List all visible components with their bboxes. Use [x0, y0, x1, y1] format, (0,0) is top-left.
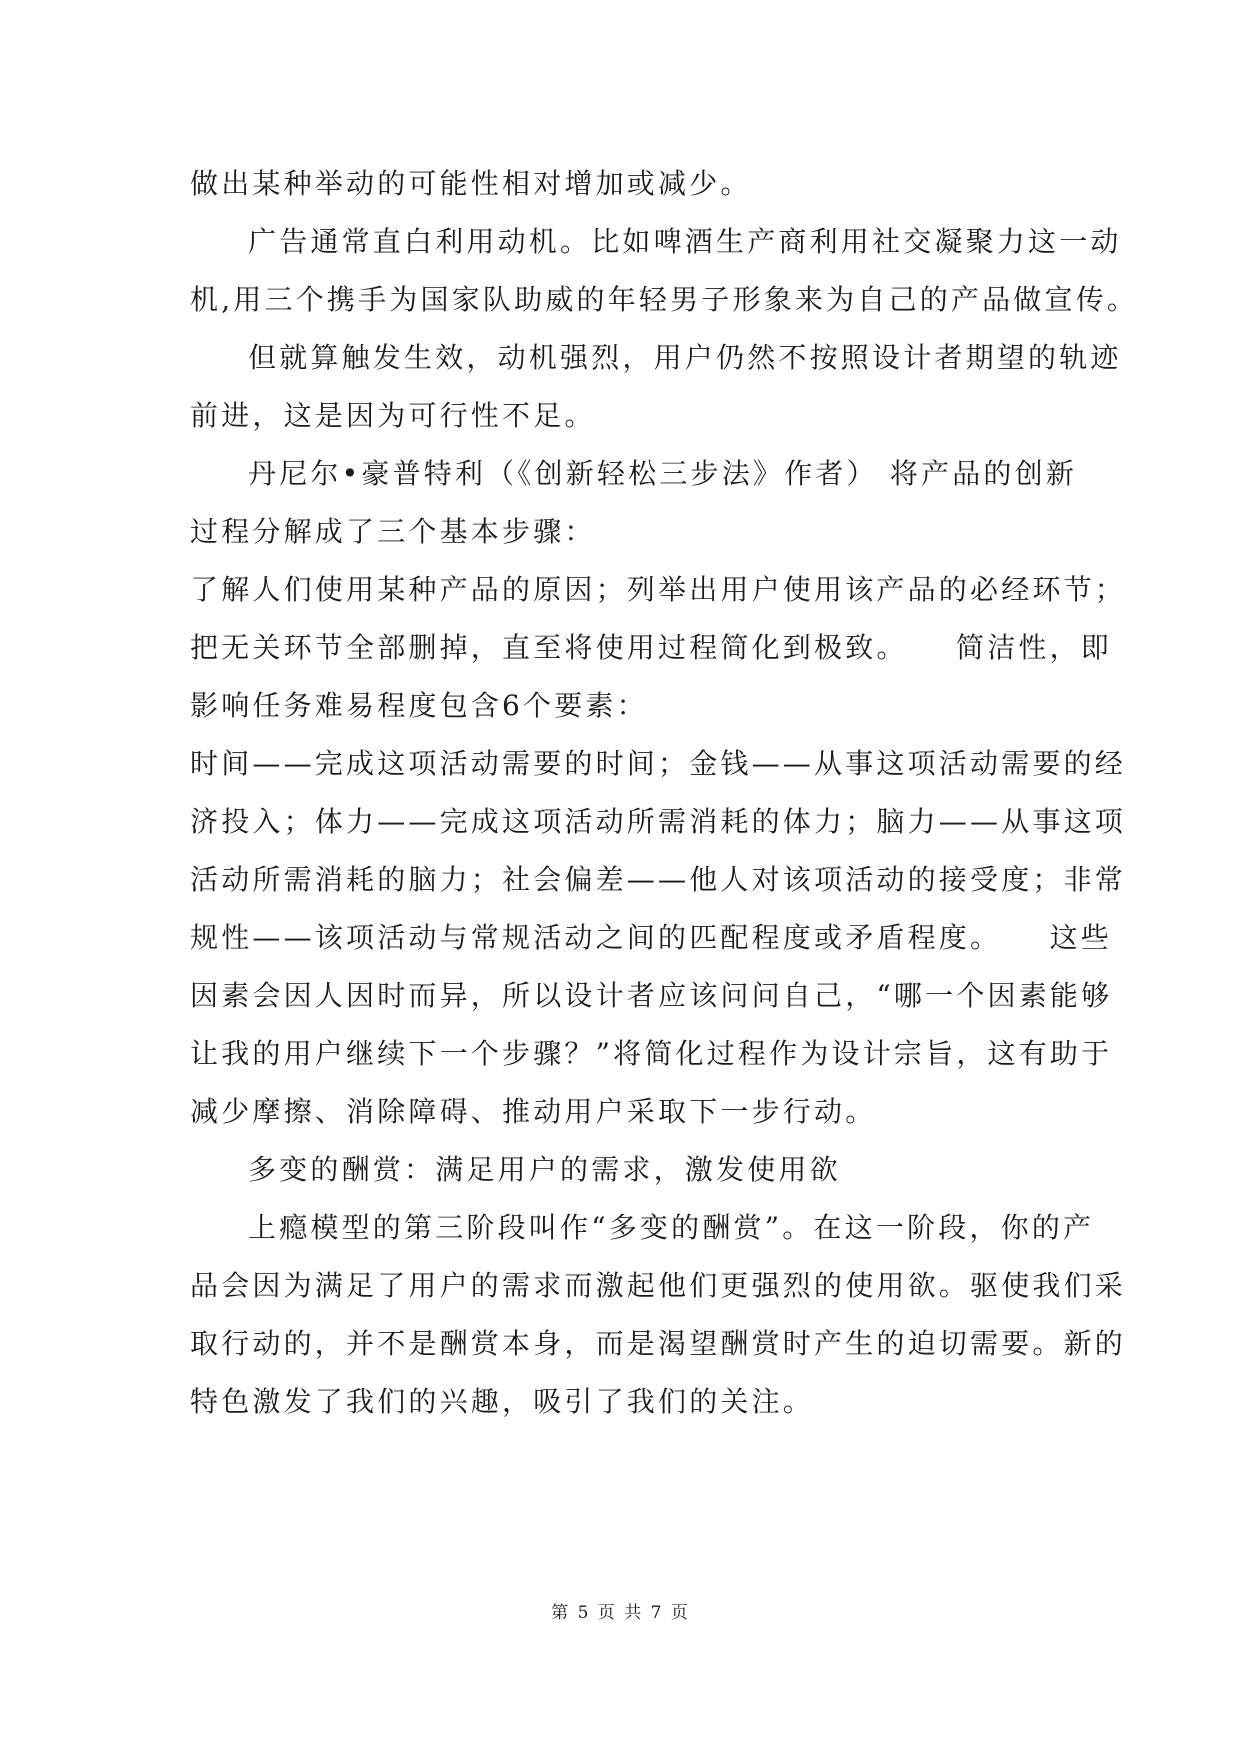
body-text [190, 155, 1139, 1431]
text-line: 过程分解成了三个基本步骤： [190, 515, 596, 548]
text-line: 把无关环节全部删掉，直至将使用过程简化到极致。 简洁性，即 [190, 631, 1113, 664]
text-line: 规性——该项活动与常规活动之间的匹配程度或矛盾程度。 这些 [190, 921, 1113, 954]
text-line: 影响任务难易程度包含6个要素： [190, 689, 648, 722]
text-line: 减少摩擦、消除障碍、推动用户采取下一步行动。 [190, 1095, 877, 1128]
text-line: 但就算触发生效，动机强烈，用户仍然不按照设计者期望的轨迹 [248, 341, 1122, 374]
text-line: 因素会因人因时而异，所以设计者应该问问自己，“哪一个因素能够 [190, 979, 1113, 1012]
text-line: 让我的用户继续下一个步骤？”将简化过程作为设计宗旨，这有助于 [190, 1037, 1113, 1070]
text-line: 特色激发了我们的兴趣，吸引了我们的关注。 [190, 1385, 815, 1418]
text-line: 时间——完成这项活动需要的时间；金钱——从事这项活动需要的经 [190, 747, 1127, 780]
text-line: 上瘾模型的第三阶段叫作“多变的酬赏”。在这一阶段，你的产 [248, 1211, 1095, 1244]
text-line: 济投入；体力——完成这项活动所需消耗的体力；脑力——从事这项 [190, 805, 1127, 838]
text-line: 了解人们使用某种产品的原因；列举出用户使用该产品的必经环节； [190, 573, 1127, 606]
text-line: 机,用三个携手为国家队助威的年轻男子形象来为自己的产品做宣传。 [190, 283, 1139, 316]
section-heading: 多变的酬赏：满足用户的需求，激发使用欲 [248, 1153, 841, 1186]
text-line: 取行动的，并不是酬赏本身，而是渴望酬赏时产生的迫切需要。新的 [190, 1327, 1127, 1360]
text-line: 丹尼尔•豪普特利（《创新轻松三步法》作者） 将产品的创新 [248, 457, 1078, 490]
text-line: 前进，这是因为可行性不足。 [190, 399, 596, 432]
page-number-footer: 第 5 页 共 7 页 [551, 1603, 690, 1623]
text-line: 品会因为满足了用户的需求而激起他们更强烈的使用欲。驱使我们采 [190, 1269, 1127, 1302]
text-line: 活动所需消耗的脑力；社会偏差——他人对该项活动的接受度；非常 [190, 863, 1127, 896]
text-line: 广告通常直白利用动机。比如啤酒生产商利用社交凝聚力这一动 [248, 225, 1122, 258]
text-line: 做出某种举动的可能性相对增加或减少。 [190, 167, 752, 200]
